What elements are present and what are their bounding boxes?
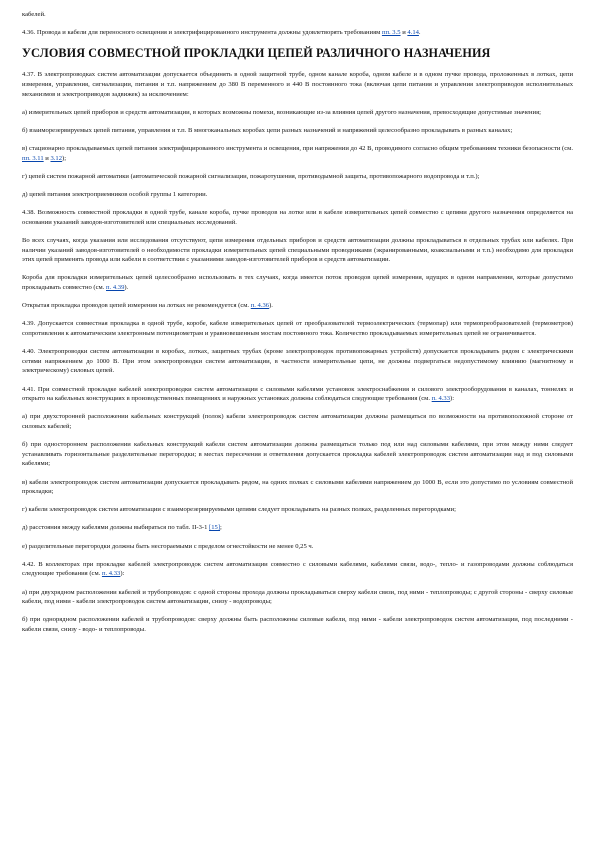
paragraph-4-38-c: Короба для прокладки измерительных цепей целесообразно использовать в тех случаях, когда имеется поток проводов цепей измерения, идущих в одном направлении, которые допустимо прокладывать совместно (см. п. 4.39). bbox=[22, 274, 573, 292]
paragraph-4-42-a: а) при двухрядном расположении кабелей и трубопроводов: с одной стороны прохода должны прокладываться сверху кабели связи, под ними - теплопроводы; с другой стороны - сверху силовые кабели, под ними - кабели электропроводок систем автоматизации, снизу - водопроводы; bbox=[22, 588, 573, 606]
paragraph-4-41-d: д) расстояния между кабелями должны выбираться по табл. II-3-1 [15]; bbox=[22, 524, 222, 532]
paragraph-4-37-g: г) цепей систем пожарной автоматики (автоматической пожарной сигнализации, пожаротушения, противодымной защиты, противопожарного водопровода и т.п.); bbox=[22, 172, 480, 180]
paragraph-4-38-b: Во всех случаях, когда указания или исследования отсутствуют, цепи измерения отдельных приборов и средств автоматизации должны прокладываться в отдельных трубах или кабелях. При наличии указаний заводов-изготовителей о необходимости прокладки измерительных цепей специальными проводниками (экранированными, коаксиальными и т.п.) необходимо для прокладки этих цепей применять провода или кабели в соответствии с указаниями заводов-изготовителей приборов и средств автоматизации. bbox=[22, 237, 573, 264]
paragraph-4-37-a: а) измерительных цепей приборов и средств автоматизации, в которых возможны помехи, возникающие из-за влияния цепей другого назначения, превосходящие допустимые значения; bbox=[22, 108, 541, 116]
paragraph-4-37-v: в) стационарно прокладываемых цепей питания электрифицированного инструмента и освещения, при напряжении до 42 В, проводимого согласно общим требованиям техники безопасности (см. пп. 3.11 и 3.12); bbox=[22, 145, 573, 162]
fragment-top: кабелей. bbox=[22, 11, 46, 18]
paragraph-4-41-e: е) разделительные перегородки должны быть несгораемыми с пределом огнестойкости не менее 0,25 ч. bbox=[22, 542, 314, 550]
link-ref-15[interactable]: [15] bbox=[209, 524, 221, 532]
paragraph-4-36: 4.36. Провода и кабели для переносного освещения и электрифицированного инструмента должны удовлетворять требованиям пп. 3.5 и 4.14. bbox=[22, 29, 421, 37]
paragraph-4-41-a: а) при двухсторонней расположении кабельных конструкций (полок) кабели электропроводок систем автоматизации должны размещаться по возможности на противоположной стороне от силовых кабелей; bbox=[22, 413, 573, 430]
paragraph-4-42: 4.42. В коллекторах при прокладке кабелей электропроводок систем автоматизации совместно с силовыми кабелями, кабелями связи, водо-, тепло- и газопроводами должны соблюдаться следующие требования (см. п. 4.33): bbox=[22, 560, 573, 578]
paragraph-4-41-v: в) кабели электропроводок систем автоматизации допускается прокладывать рядом, на одних полках с силовыми кабелями напряжением до 1000 В, если это допустимо по условиям совместной прокладки; bbox=[22, 478, 573, 496]
paragraph-4-41: 4.41. При совместной прокладке кабелей электропроводки систем автоматизации с силовыми кабелями установок электроснабжения и силового электрооборудования в каналах, тоннелях и открыто на кабельных конструкциях в производственных помещениях и наружных установках должны соблюдаться следующие требования (см. п. 4.33): bbox=[22, 385, 573, 403]
link-3-12[interactable]: 3.12 bbox=[50, 154, 63, 162]
link-p-4-33[interactable]: п. 4.33 bbox=[431, 395, 451, 403]
paragraph-4-37: 4.37. В электропроводках систем автоматизации допускается объединять в одной защитной трубе, одном каналe короба, одном кабеле и в одном пучке провода, проложенных в лотках, цепи измерения, управления, сигнализации, питания и т.п. напряжением до 380 В переменного и 440 В постоянного тока (включая цепи питания и управления электроприводов исполнительных механизмов и электроприводов задвижек) за исключением: bbox=[22, 71, 573, 98]
paragraph-4-40: 4.40. Электропроводки систем автоматизации в коробах, лотках, защитных трубах (кроме электропроводок противопожарных устройств) допускается прокладывать рядом с электрическими сетями напряжением до 1000 В. При этом электропроводки систем автоматизации, в частности измерительные цепи, не должны подвергаться недопустимому влиянию (магнитному и электрическому) силовых цепей. bbox=[22, 348, 573, 375]
link-p-4-39[interactable]: п. 4.39 bbox=[106, 284, 125, 292]
link-pp-3-11[interactable]: пп. 3.11 bbox=[22, 154, 44, 162]
section-heading: УСЛОВИЯ СОВМЕСТНОЙ ПРОКЛАДКИ ЦЕПЕЙ РАЗЛИЧНОГО НАЗНАЧЕНИЯ bbox=[22, 46, 491, 61]
paragraph-4-37-b: б) взаиморезервируемых цепей питания, управления и т.п. В многоканальных коробах цепи разных назначений и напряжений целесообразно прокладывать в разных каналах; bbox=[22, 126, 513, 134]
paragraph-4-39: 4.39. Допускается совместная прокладка в одной трубе, коробе, кабеле измерительных цепей от преобразователей термоэлектрических (термопар) или термопреобразователей (термометров) сопротивления к автоматическим электронным потенциометрам и уравновешенным мостам постоянного тока. Количество прокладываемых измерительных цепей не ограничивается. bbox=[22, 320, 573, 337]
paragraph-4-41-g: г) кабели электропроводок систем автоматизации с взаиморезервируемыми цепями следует прокладывать на разных полках, разделенных перегородками; bbox=[22, 506, 456, 514]
paragraph-4-38-d: Открытая прокладка проводов цепей измерения на лотках не рекомендуется (см. п. 4.36). bbox=[22, 302, 273, 310]
link-4-14[interactable]: 4.14 bbox=[407, 29, 419, 37]
link-p-4-33-b[interactable]: п. 4.33 bbox=[101, 570, 121, 578]
paragraph-4-38: 4.38. Возможность совместной прокладки в одной трубе, канале короба, пучке проводов на лотке или в кабеле измерительных цепей совместно с цепями другого назначения определяется на основании указаний заводов-изготовителей или специальных исследований. bbox=[22, 209, 573, 226]
link-pp-3-5[interactable]: пп. 3.5 bbox=[381, 29, 401, 37]
paragraph-4-37-d: д) цепей питания электроприемников особой группы 1 категории. bbox=[22, 191, 208, 199]
paragraph-4-42-b: б) при однорядном расположении кабелей и трубопроводов: сверху должны быть расположены силовые кабели, под ними - кабели электропроводок систем автоматизации, под последними - кабели связи, снизу - водо- и теплопроводы. bbox=[22, 616, 573, 633]
link-p-4-36[interactable]: п. 4.36 bbox=[250, 302, 270, 310]
paragraph-4-41-b: б) при одностороннем расположении кабельных конструкций кабели систем автоматизации должны размещаться только под или над силовыми кабелями, при этом между ними следует устанавливать горизонтальные разделительные перегородки; в местах пересечения и ответвления допускается прокладка кабелей электропроводок систем автоматизации над и под силовыми кабелями; bbox=[22, 441, 573, 468]
